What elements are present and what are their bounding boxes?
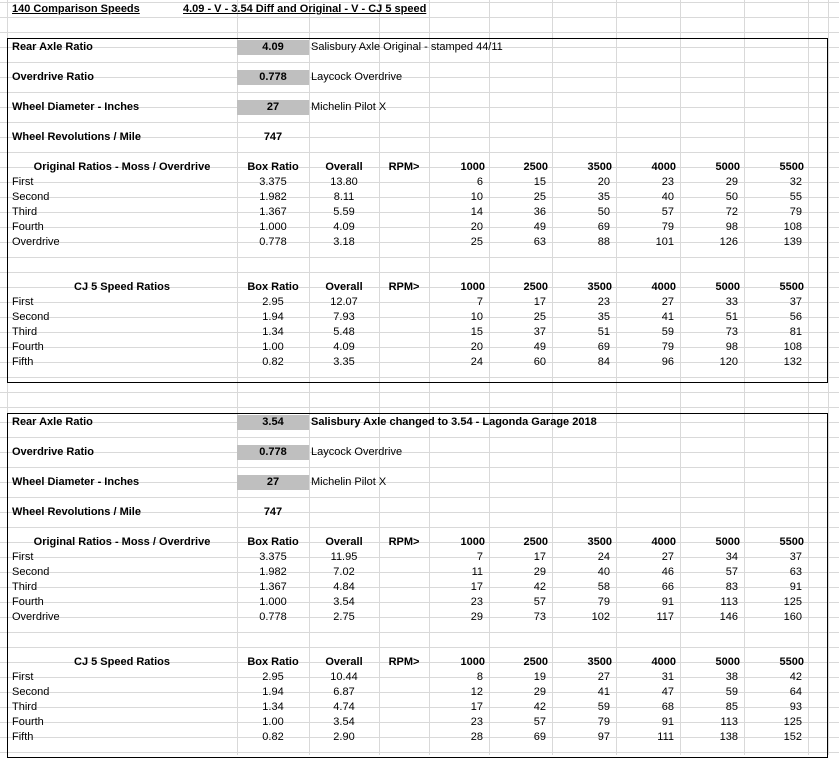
- info-label[interactable]: Wheel Diameter - Inches: [12, 476, 140, 488]
- gear-box-ratio[interactable]: 1.34: [262, 701, 284, 713]
- gear-speed-mph[interactable]: 10: [470, 191, 483, 203]
- gear-name[interactable]: Fifth: [12, 356, 34, 368]
- gear-name[interactable]: Third: [12, 206, 38, 218]
- gear-speed-mph[interactable]: 24: [470, 356, 483, 368]
- gear-box-ratio[interactable]: 1.000: [259, 596, 287, 608]
- info-label[interactable]: Wheel Diameter - Inches: [12, 101, 140, 113]
- gear-box-ratio[interactable]: 1.000: [259, 221, 287, 233]
- gear-speed-mph[interactable]: 113: [720, 596, 738, 608]
- gear-speed-mph[interactable]: 126: [719, 236, 738, 248]
- info-value[interactable]: 747: [263, 131, 283, 143]
- info-label[interactable]: Rear Axle Ratio: [12, 416, 93, 428]
- gear-box-ratio[interactable]: 3.375: [259, 551, 287, 563]
- table-header-row: [0, 280, 839, 295]
- gear-speed-mph[interactable]: 73: [533, 611, 546, 623]
- title-row: [0, 2, 839, 17]
- header-rpm-value[interactable]: 1000: [460, 161, 485, 173]
- info-row: [0, 130, 839, 145]
- gear-box-ratio[interactable]: 1.00: [262, 341, 284, 353]
- gear-overall-ratio[interactable]: 5.48: [333, 326, 355, 338]
- gear-speed-mph[interactable]: 27: [661, 296, 674, 308]
- gear-speed-mph[interactable]: 56: [789, 311, 802, 323]
- gear-overall-ratio[interactable]: 3.35: [333, 356, 355, 368]
- gear-speed-mph[interactable]: 79: [597, 596, 610, 608]
- gear-speed-mph[interactable]: 57: [533, 716, 546, 728]
- info-label[interactable]: Overdrive Ratio: [12, 446, 94, 458]
- gear-speed-mph[interactable]: 15: [470, 326, 483, 338]
- gear-speed-mph[interactable]: 72: [725, 206, 738, 218]
- gear-name[interactable]: Fourth: [12, 596, 44, 608]
- header-box-ratio[interactable]: Box Ratio: [247, 161, 299, 173]
- header-rpm-value[interactable]: 3500: [587, 281, 612, 293]
- info-value[interactable]: 3.54: [237, 415, 309, 430]
- header-rpm-value[interactable]: 4000: [651, 656, 676, 668]
- gear-speed-mph[interactable]: 32: [789, 176, 802, 188]
- info-note[interactable]: Salisbury Axle changed to 3.54 - Lagonda Garage 2018: [311, 416, 597, 428]
- gear-box-ratio[interactable]: 1.367: [259, 206, 287, 218]
- header-rpm-value[interactable]: 3500: [587, 161, 612, 173]
- gear-speed-mph[interactable]: 69: [597, 341, 610, 353]
- gear-box-ratio[interactable]: 0.778: [259, 611, 287, 623]
- gear-speed-mph[interactable]: 98: [725, 221, 738, 233]
- gear-speed-mph[interactable]: 41: [661, 311, 674, 323]
- gear-speed-mph[interactable]: 60: [533, 356, 546, 368]
- gear-speed-mph[interactable]: 97: [597, 731, 610, 743]
- gear-speed-mph[interactable]: 64: [789, 686, 802, 698]
- header-rpm-value[interactable]: 1000: [460, 656, 485, 668]
- gear-overall-ratio[interactable]: 7.02: [333, 566, 355, 578]
- gear-row: [0, 715, 839, 730]
- gear-speed-mph[interactable]: 111: [657, 731, 674, 743]
- gear-speed-mph[interactable]: 42: [789, 671, 802, 683]
- gear-row: [0, 670, 839, 685]
- info-value[interactable]: 27: [237, 100, 309, 115]
- gear-name[interactable]: First: [12, 671, 34, 683]
- header-box-ratio[interactable]: Box Ratio: [247, 656, 299, 668]
- gear-speed-mph[interactable]: 41: [597, 686, 610, 698]
- gear-speed-mph[interactable]: 33: [725, 296, 738, 308]
- gear-speed-mph[interactable]: 132: [783, 356, 802, 368]
- gear-row: [0, 205, 839, 220]
- gear-speed-mph[interactable]: 93: [789, 701, 802, 713]
- gear-row: [0, 610, 839, 625]
- gear-speed-mph[interactable]: 29: [725, 176, 738, 188]
- gear-speed-mph[interactable]: 6: [476, 176, 483, 188]
- gear-speed-mph[interactable]: 69: [533, 731, 546, 743]
- gear-speed-mph[interactable]: 83: [725, 581, 738, 593]
- gear-speed-mph[interactable]: 17: [533, 551, 546, 563]
- gear-overall-ratio[interactable]: 4.84: [333, 581, 355, 593]
- gear-overall-ratio[interactable]: 12.07: [330, 296, 358, 308]
- gear-speed-mph[interactable]: 66: [661, 581, 674, 593]
- gear-speed-mph[interactable]: 37: [789, 296, 802, 308]
- gear-speed-mph[interactable]: 29: [470, 611, 483, 623]
- header-rpm-value[interactable]: 1000: [460, 281, 485, 293]
- gear-overall-ratio[interactable]: 2.75: [333, 611, 355, 623]
- gear-row: [0, 700, 839, 715]
- header-box-ratio[interactable]: Box Ratio: [247, 536, 299, 548]
- gear-speed-mph[interactable]: 91: [661, 596, 674, 608]
- gear-speed-mph[interactable]: 35: [597, 311, 610, 323]
- header-overall[interactable]: Overall: [325, 281, 363, 293]
- gear-overall-ratio[interactable]: 13.80: [330, 176, 358, 188]
- gear-speed-mph[interactable]: 98: [725, 341, 738, 353]
- gear-box-ratio[interactable]: 1.367: [259, 581, 287, 593]
- gear-speed-mph[interactable]: 50: [597, 206, 610, 218]
- gear-speed-mph[interactable]: 17: [470, 701, 483, 713]
- gear-speed-mph[interactable]: 152: [783, 731, 802, 743]
- info-row: [0, 100, 839, 115]
- gear-speed-mph[interactable]: 37: [789, 551, 802, 563]
- gear-speed-mph[interactable]: 25: [470, 236, 483, 248]
- gear-box-ratio[interactable]: 0.778: [259, 236, 287, 248]
- gear-speed-mph[interactable]: 79: [597, 716, 610, 728]
- gear-speed-mph[interactable]: 73: [725, 326, 738, 338]
- info-row: [0, 505, 839, 520]
- gear-box-ratio[interactable]: 0.82: [262, 731, 284, 743]
- gear-overall-ratio[interactable]: 3.54: [333, 716, 355, 728]
- gear-box-ratio[interactable]: 1.94: [262, 686, 284, 698]
- header-box-ratio[interactable]: Box Ratio: [247, 281, 299, 293]
- info-label[interactable]: Overdrive Ratio: [12, 71, 94, 83]
- gear-name[interactable]: Third: [12, 326, 38, 338]
- gear-speed-mph[interactable]: 51: [725, 311, 738, 323]
- gear-speed-mph[interactable]: 20: [597, 176, 610, 188]
- gear-overall-ratio[interactable]: 4.09: [333, 221, 355, 233]
- gear-speed-mph[interactable]: 59: [661, 326, 674, 338]
- header-rpm[interactable]: RPM>: [388, 656, 420, 668]
- gear-row: [0, 730, 839, 745]
- gear-speed-mph[interactable]: 20: [470, 221, 483, 233]
- gear-speed-mph[interactable]: 63: [533, 236, 546, 248]
- sheet-subtitle[interactable]: 4.09 - V - 3.54 Diff and Original - V - CJ 5 speed: [183, 3, 427, 15]
- gear-row: [0, 550, 839, 565]
- gear-speed-mph[interactable]: 15: [533, 176, 546, 188]
- header-rpm-value[interactable]: 5500: [779, 161, 804, 173]
- header-rpm-value[interactable]: 4000: [651, 281, 676, 293]
- gear-speed-mph[interactable]: 12: [470, 686, 483, 698]
- gear-row: [0, 565, 839, 580]
- gear-speed-mph[interactable]: 42: [533, 701, 546, 713]
- gear-name[interactable]: Second: [12, 311, 50, 323]
- table-header-row: [0, 535, 839, 550]
- table-title[interactable]: CJ 5 Speed Ratios: [74, 656, 170, 668]
- gear-speed-mph[interactable]: 42: [533, 581, 546, 593]
- info-note[interactable]: Laycock Overdrive: [311, 71, 403, 83]
- gear-speed-mph[interactable]: 63: [789, 566, 802, 578]
- gear-name[interactable]: First: [12, 296, 34, 308]
- gear-speed-mph[interactable]: 23: [470, 716, 483, 728]
- info-label[interactable]: Rear Axle Ratio: [12, 41, 93, 53]
- gear-speed-mph[interactable]: 7: [476, 551, 483, 563]
- header-rpm-value[interactable]: 3500: [587, 656, 612, 668]
- gear-speed-mph[interactable]: 101: [655, 236, 674, 248]
- gear-speed-mph[interactable]: 59: [725, 686, 738, 698]
- table-header-row: [0, 160, 839, 175]
- gear-row: [0, 310, 839, 325]
- gear-speed-mph[interactable]: 146: [719, 611, 738, 623]
- gear-speed-mph[interactable]: 17: [533, 296, 546, 308]
- info-value[interactable]: 4.09: [237, 40, 309, 55]
- gear-speed-mph[interactable]: 23: [597, 296, 610, 308]
- gear-speed-mph[interactable]: 29: [533, 566, 546, 578]
- header-overall[interactable]: Overall: [325, 161, 363, 173]
- header-rpm[interactable]: RPM>: [388, 536, 420, 548]
- table-title[interactable]: Original Ratios - Moss / Overdrive: [33, 536, 211, 548]
- gear-speed-mph[interactable]: 102: [591, 611, 610, 623]
- gear-speed-mph[interactable]: 49: [533, 341, 546, 353]
- gear-speed-mph[interactable]: 69: [597, 221, 610, 233]
- gear-speed-mph[interactable]: 23: [661, 176, 674, 188]
- gear-speed-mph[interactable]: 59: [597, 701, 610, 713]
- info-value[interactable]: 27: [237, 475, 309, 490]
- gear-speed-mph[interactable]: 79: [789, 206, 802, 218]
- gear-speed-mph[interactable]: 24: [597, 551, 610, 563]
- gear-speed-mph[interactable]: 29: [533, 686, 546, 698]
- gear-name[interactable]: Second: [12, 191, 50, 203]
- gear-speed-mph[interactable]: 46: [661, 566, 674, 578]
- gear-box-ratio[interactable]: 3.375: [259, 176, 287, 188]
- sheet-title[interactable]: 140 Comparison Speeds: [12, 3, 140, 15]
- gear-speed-mph[interactable]: 38: [725, 671, 738, 683]
- info-note[interactable]: Laycock Overdrive: [311, 446, 403, 458]
- header-rpm-value[interactable]: 4000: [651, 161, 676, 173]
- header-rpm-value[interactable]: 2500: [523, 281, 548, 293]
- gear-speed-mph[interactable]: 108: [783, 341, 802, 353]
- header-rpm-value[interactable]: 5500: [779, 536, 804, 548]
- gear-overall-ratio[interactable]: 5.59: [333, 206, 355, 218]
- gear-speed-mph[interactable]: 34: [725, 551, 738, 563]
- gear-name[interactable]: Fifth: [12, 731, 34, 743]
- gear-row: [0, 295, 839, 310]
- info-note[interactable]: Salisbury Axle Original - stamped 44/11: [311, 41, 503, 53]
- gear-speed-mph[interactable]: 8: [476, 671, 483, 683]
- header-rpm-value[interactable]: 2500: [523, 656, 548, 668]
- gear-name[interactable]: Second: [12, 566, 50, 578]
- gear-row: [0, 595, 839, 610]
- header-rpm-value[interactable]: 1000: [460, 536, 485, 548]
- header-rpm-value[interactable]: 5000: [715, 656, 740, 668]
- gear-speed-mph[interactable]: 85: [725, 701, 738, 713]
- header-rpm-value[interactable]: 2500: [523, 161, 548, 173]
- gear-speed-mph[interactable]: 31: [661, 671, 674, 683]
- info-note[interactable]: Michelin Pilot X: [311, 476, 387, 488]
- gear-name[interactable]: Fourth: [12, 341, 44, 353]
- gear-box-ratio[interactable]: 2.95: [262, 671, 284, 683]
- header-rpm-value[interactable]: 2500: [523, 536, 548, 548]
- gear-speed-mph[interactable]: 27: [597, 671, 610, 683]
- gear-name[interactable]: Third: [12, 701, 38, 713]
- gear-speed-mph[interactable]: 79: [661, 341, 674, 353]
- info-row: [0, 445, 839, 460]
- gear-row: [0, 325, 839, 340]
- gear-speed-mph[interactable]: 47: [661, 686, 674, 698]
- info-value[interactable]: 0.778: [237, 70, 309, 85]
- table-title[interactable]: CJ 5 Speed Ratios: [74, 281, 170, 293]
- table-title[interactable]: Original Ratios - Moss / Overdrive: [33, 161, 211, 173]
- gear-name[interactable]: Second: [12, 686, 50, 698]
- gear-box-ratio[interactable]: 0.82: [262, 356, 284, 368]
- gear-box-ratio[interactable]: 1.982: [259, 566, 287, 578]
- gear-row: [0, 220, 839, 235]
- gear-speed-mph[interactable]: 23: [470, 596, 483, 608]
- gear-name[interactable]: Third: [12, 581, 38, 593]
- gear-speed-mph[interactable]: 28: [470, 731, 483, 743]
- gear-speed-mph[interactable]: 50: [725, 191, 738, 203]
- gear-speed-mph[interactable]: 117: [656, 611, 674, 623]
- gear-name[interactable]: Overdrive: [12, 611, 60, 623]
- gear-overall-ratio[interactable]: 6.87: [333, 686, 355, 698]
- gear-overall-ratio[interactable]: 8.11: [333, 191, 355, 203]
- header-rpm-value[interactable]: 5000: [715, 161, 740, 173]
- gear-overall-ratio[interactable]: 11.95: [330, 551, 358, 563]
- gear-row: [0, 355, 839, 370]
- gear-speed-mph[interactable]: 88: [597, 236, 610, 248]
- gear-speed-mph[interactable]: 79: [661, 221, 674, 233]
- header-rpm-value[interactable]: 5000: [715, 281, 740, 293]
- gear-speed-mph[interactable]: 108: [783, 221, 802, 233]
- gear-row: [0, 235, 839, 250]
- gear-name[interactable]: Fourth: [12, 716, 44, 728]
- header-rpm-value[interactable]: 4000: [651, 536, 676, 548]
- gear-speed-mph[interactable]: 35: [597, 191, 610, 203]
- gear-speed-mph[interactable]: 14: [470, 206, 483, 218]
- header-rpm[interactable]: RPM>: [388, 281, 420, 293]
- header-overall[interactable]: Overall: [325, 656, 363, 668]
- gear-overall-ratio[interactable]: 10.44: [330, 671, 358, 683]
- header-rpm-value[interactable]: 3500: [587, 536, 612, 548]
- gear-speed-mph[interactable]: 91: [789, 581, 802, 593]
- gear-speed-mph[interactable]: 40: [661, 191, 674, 203]
- gear-speed-mph[interactable]: 49: [533, 221, 546, 233]
- gear-speed-mph[interactable]: 40: [597, 566, 610, 578]
- gear-speed-mph[interactable]: 113: [720, 716, 738, 728]
- info-label[interactable]: Wheel Revolutions / Mile: [12, 506, 141, 518]
- gear-speed-mph[interactable]: 25: [533, 191, 546, 203]
- gear-row: [0, 190, 839, 205]
- gear-overall-ratio[interactable]: 3.18: [333, 236, 355, 248]
- header-overall[interactable]: Overall: [325, 536, 363, 548]
- gear-speed-mph[interactable]: 81: [789, 326, 802, 338]
- gear-overall-ratio[interactable]: 4.09: [333, 341, 355, 353]
- gear-speed-mph[interactable]: 84: [597, 356, 610, 368]
- gear-speed-mph[interactable]: 36: [533, 206, 546, 218]
- info-value[interactable]: 747: [263, 506, 283, 518]
- gear-speed-mph[interactable]: 68: [661, 701, 674, 713]
- gear-row: [0, 175, 839, 190]
- gear-speed-mph[interactable]: 25: [533, 311, 546, 323]
- info-note[interactable]: Michelin Pilot X: [311, 101, 387, 113]
- gear-name[interactable]: First: [12, 551, 34, 563]
- gear-speed-mph[interactable]: 160: [783, 611, 802, 623]
- gear-overall-ratio[interactable]: 7.93: [333, 311, 355, 323]
- gear-box-ratio[interactable]: 1.94: [262, 311, 284, 323]
- gear-name[interactable]: First: [12, 176, 34, 188]
- gear-overall-ratio[interactable]: 4.74: [333, 701, 355, 713]
- info-row: [0, 415, 839, 430]
- gear-speed-mph[interactable]: 96: [661, 356, 674, 368]
- info-row: [0, 40, 839, 55]
- header-rpm-value[interactable]: 5500: [779, 281, 804, 293]
- gear-name[interactable]: Overdrive: [12, 236, 60, 248]
- gear-speed-mph[interactable]: 37: [533, 326, 546, 338]
- gear-speed-mph[interactable]: 51: [597, 326, 610, 338]
- gear-speed-mph[interactable]: 11: [471, 566, 483, 578]
- gear-speed-mph[interactable]: 17: [470, 581, 483, 593]
- gear-row: [0, 685, 839, 700]
- info-row: [0, 70, 839, 85]
- header-rpm[interactable]: RPM>: [388, 161, 420, 173]
- gear-speed-mph[interactable]: 91: [661, 716, 674, 728]
- gear-overall-ratio[interactable]: 3.54: [333, 596, 355, 608]
- gear-box-ratio[interactable]: 1.982: [259, 191, 287, 203]
- gear-speed-mph[interactable]: 57: [725, 566, 738, 578]
- gear-speed-mph[interactable]: 57: [661, 206, 674, 218]
- gear-speed-mph[interactable]: 10: [470, 311, 483, 323]
- gear-speed-mph[interactable]: 57: [533, 596, 546, 608]
- gear-speed-mph[interactable]: 138: [719, 731, 738, 743]
- gear-box-ratio[interactable]: 2.95: [262, 296, 284, 308]
- gear-row: [0, 340, 839, 355]
- table-header-row: [0, 655, 839, 670]
- gear-speed-mph[interactable]: 58: [597, 581, 610, 593]
- info-label[interactable]: Wheel Revolutions / Mile: [12, 131, 141, 143]
- gear-speed-mph[interactable]: 120: [719, 356, 738, 368]
- gear-name[interactable]: Fourth: [12, 221, 44, 233]
- gear-speed-mph[interactable]: 27: [661, 551, 674, 563]
- gear-speed-mph[interactable]: 125: [783, 596, 802, 608]
- gear-speed-mph[interactable]: 7: [476, 296, 483, 308]
- gear-box-ratio[interactable]: 1.34: [262, 326, 284, 338]
- gear-speed-mph[interactable]: 125: [783, 716, 802, 728]
- info-value[interactable]: 0.778: [237, 445, 309, 460]
- header-rpm-value[interactable]: 5500: [779, 656, 804, 668]
- gear-row: [0, 580, 839, 595]
- header-rpm-value[interactable]: 5000: [715, 536, 740, 548]
- gear-box-ratio[interactable]: 1.00: [262, 716, 284, 728]
- gear-speed-mph[interactable]: 19: [533, 671, 546, 683]
- info-row: [0, 475, 839, 490]
- gear-speed-mph[interactable]: 20: [470, 341, 483, 353]
- gear-overall-ratio[interactable]: 2.90: [333, 731, 355, 743]
- gear-speed-mph[interactable]: 55: [789, 191, 802, 203]
- gear-speed-mph[interactable]: 139: [783, 236, 802, 248]
